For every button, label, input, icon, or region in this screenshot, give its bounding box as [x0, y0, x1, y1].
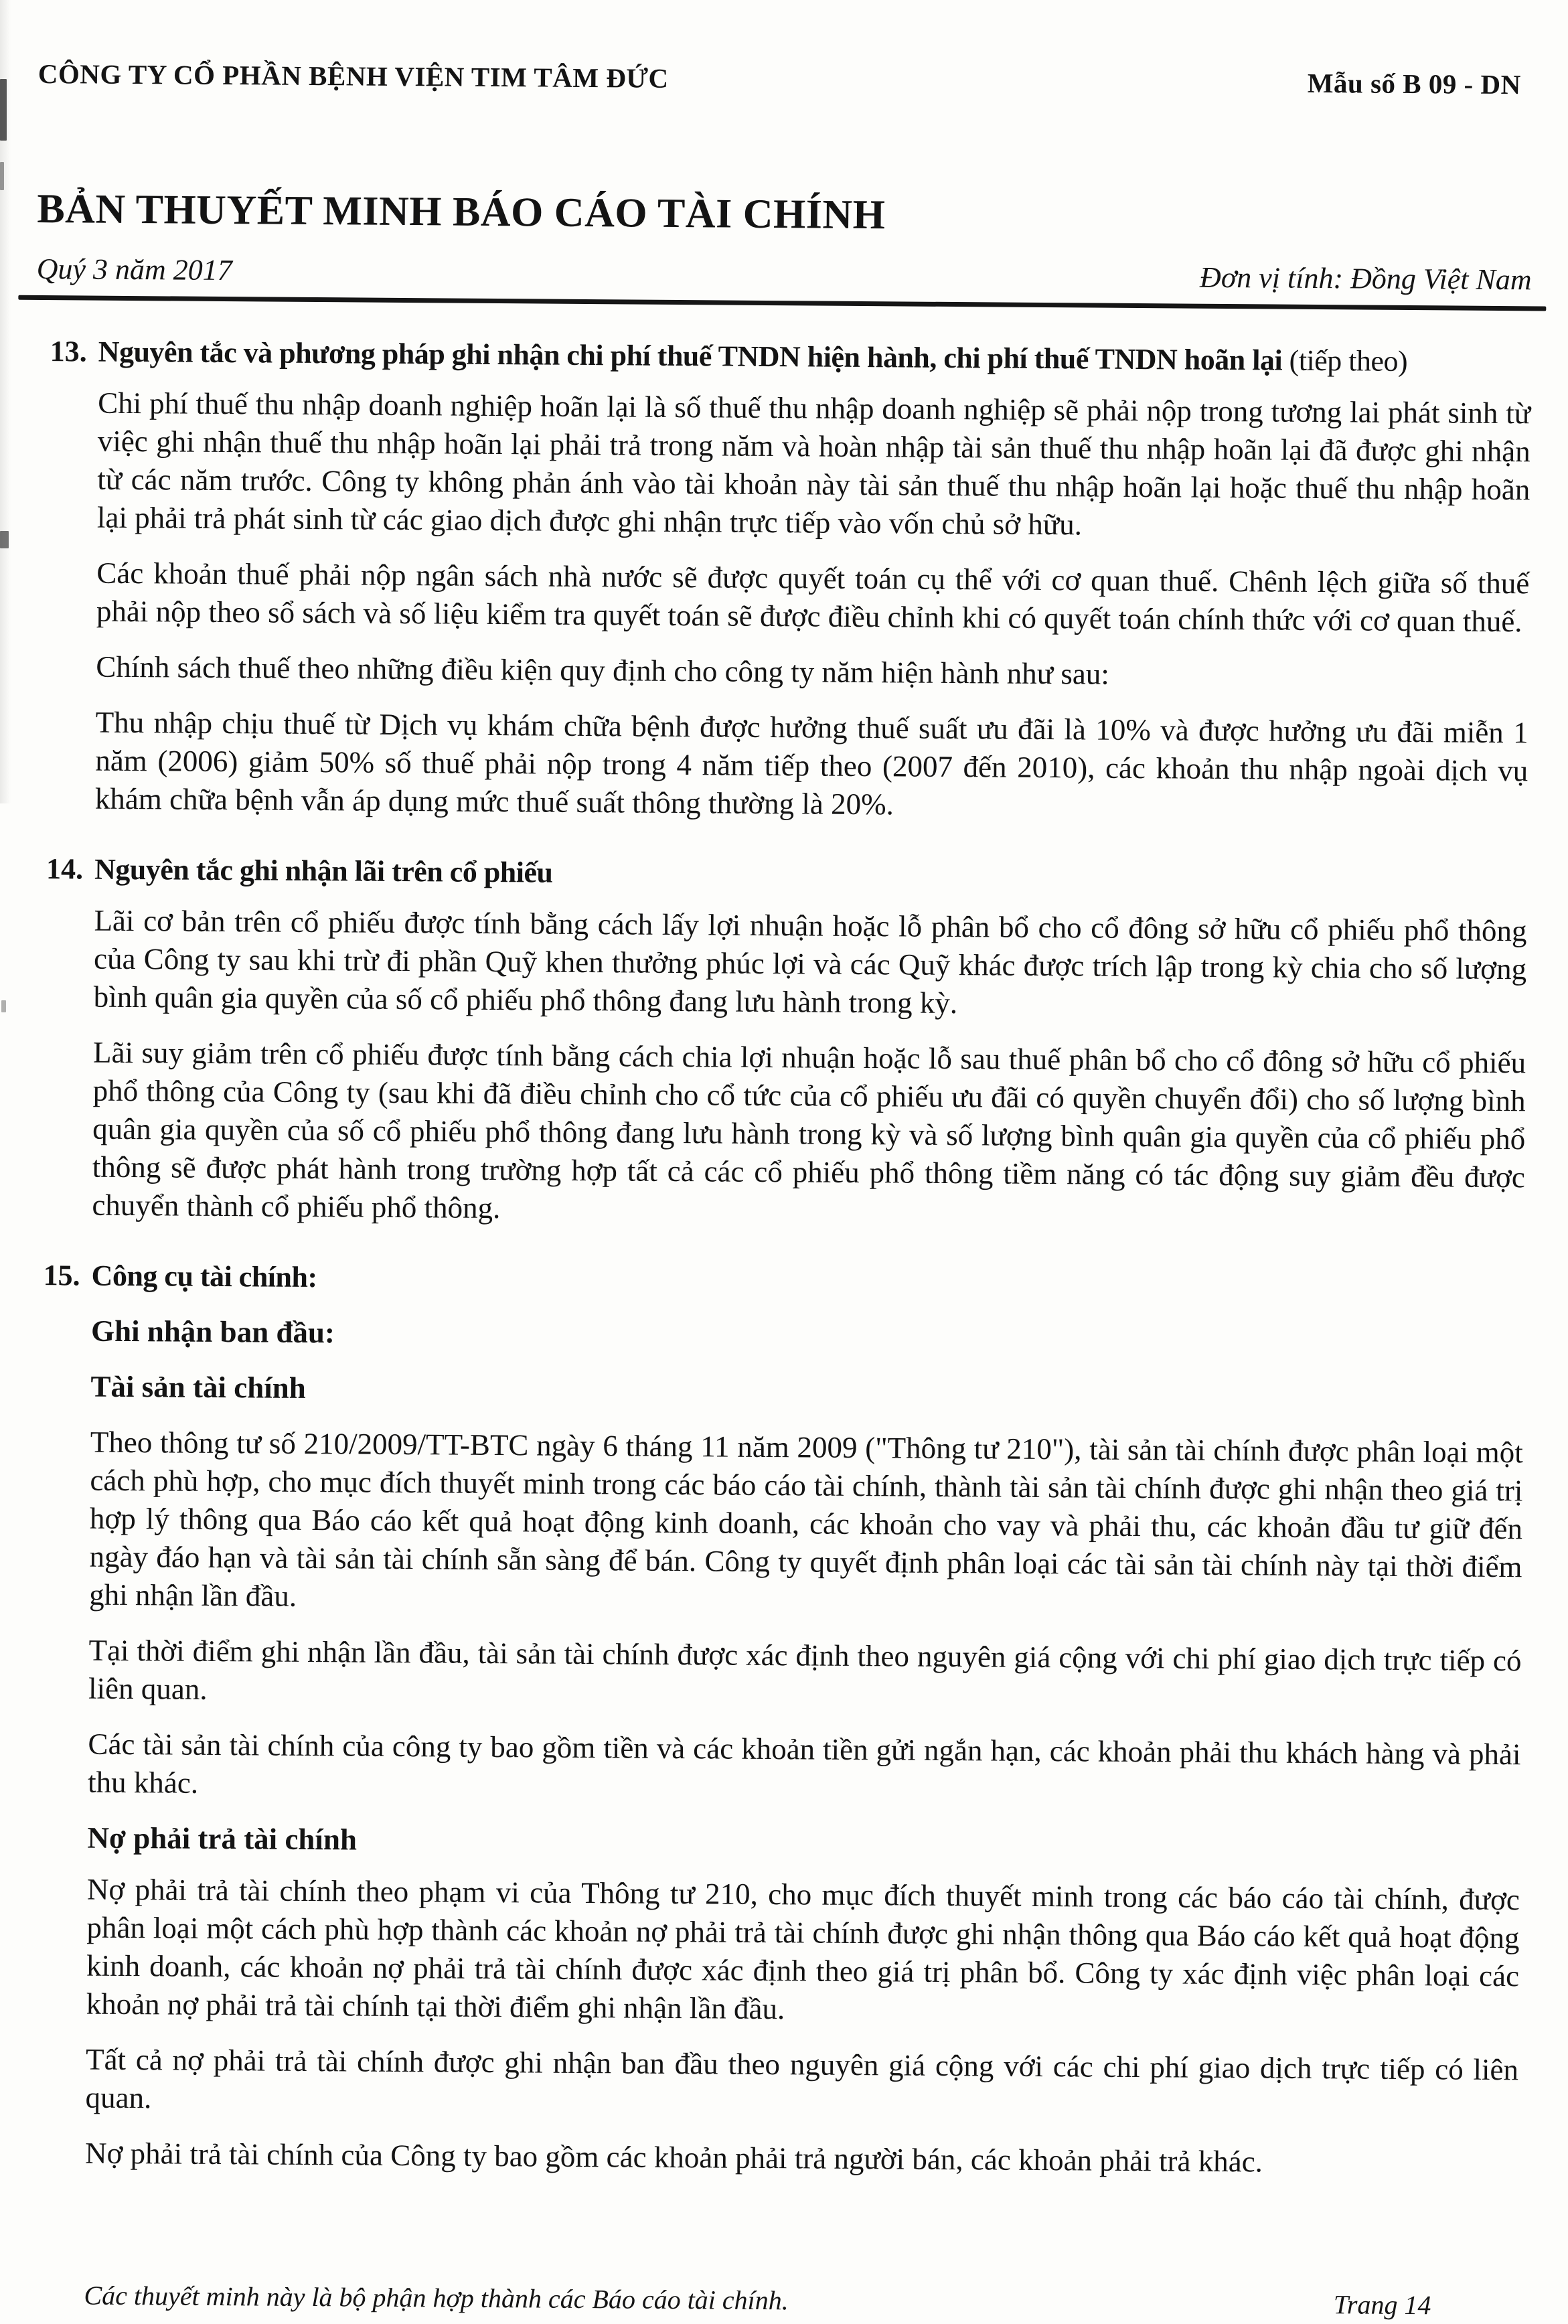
section-14	[46, 850, 1527, 1235]
paragraph: Chi phí thuế thu nhập doanh nghiệp hoãn lại là số thuế thu nhập doanh nghiệp sẽ phải nộp trong tương lai phát sinh từ việc ghi nhận thuế thu nhập hoãn lại phải trả trong năm và hoàn nhập tài sản thuế thu nhập hoãn lại đã được ghi nhận từ các năm trước. Công ty không phản ánh vào tài khoản này tài sản thuế thu nhập hoãn lại hoặc thuế thu nhập hoãn lại phải trả phát sinh từ các giao dịch được ghi nhận trực tiếp vào vốn chủ sở hữu.	[96, 386, 1531, 542]
currency-unit-label: Đơn vị tính: Đồng Việt Nam	[1199, 261, 1532, 297]
form-number: Mẫu số B 09 - DN	[1307, 67, 1521, 100]
document-header	[38, 58, 1533, 102]
section-number: 14.	[46, 852, 84, 886]
paragraph: Chính sách thuế theo những điều kiện quy định cho công ty năm hiện hành như sau:	[96, 649, 1110, 692]
paragraph: Lãi suy giảm trên cổ phiếu được tính bằng cách chia lợi nhuận hoặc lỗ sau thuế phân bổ cho cổ đông sở hữu cổ phiếu phổ thông của Công ty (sau khi đã điều chỉnh cho cổ tức của cổ phiếu ưu đãi có quyền chuyển đổi) cho số lượng bình quân gia quyền của số cổ phiếu phổ thông đang lưu hành trong kỳ và số lượng bình quân gia quyền của cổ phiếu phổ thông sẽ được phát hành trong trường hợp tất cả các cổ phiếu phổ thông tiềm năng có tác động suy giảm đều được chuyển thành cổ phiếu phổ thông.	[92, 1035, 1526, 1225]
footer-note: Các thuyết minh này là bộ phận hợp thành các Báo cáo tài chính.	[84, 2280, 789, 2316]
document-footer	[84, 2280, 1511, 2323]
subsection-heading: Tài sản tài chính	[90, 1369, 306, 1405]
subsection-heading: Nợ phải trả tài chính	[87, 1821, 358, 1857]
company-name: CÔNG TY CỔ PHẦN BỆNH VIỆN TIM TÂM ĐỨC	[37, 58, 669, 94]
subsection-heading: Ghi nhận ban đầu:	[90, 1314, 335, 1350]
paragraph: Nợ phải trả tài chính theo phạm vi của Thông tư 210, cho mục đích thuyết minh trong các báo cáo tài chính, được phân loại một cách phù hợp thành các khoản nợ phải trả tài chính được ghi nhận thông qua Báo cáo kết quả hoạt động kinh doanh, các khoản nợ phải trả tài chính được xác định theo giá trị phân bổ. Công ty xác định việc phân loại các khoản nợ phải trả tài chính tại thời điểm ghi nhận lần đầu.	[86, 1872, 1520, 2026]
section-15-heading: Công cụ tài chính:	[91, 1259, 317, 1294]
section-13-title-suffix: (tiếp theo)	[1289, 343, 1408, 378]
paragraph: Thu nhập chịu thuế từ Dịch vụ khám chữa bệnh được hưởng thuế suất ưu đãi là 10% và được hưởng ưu đãi miễn 1 năm (2006) giảm 50% số thuế phải nộp trong 4 năm tiếp theo (2007 đến 2010), các khoản thu nhập ngoài dịch vụ khám chữa bệnh vẫn áp dụng mức thuế suất thông thường là 20%.	[94, 705, 1528, 822]
section-number: 13.	[50, 335, 87, 368]
section-13	[50, 333, 1531, 829]
section-13-heading	[98, 333, 1531, 382]
paragraph: Lãi cơ bản trên cổ phiếu được tính bằng cách lấy lợi nhuận hoặc lỗ phân bổ cho cổ đông sở hữu cổ phiếu phổ thông của Công ty sau khi trừ đi phần Quỹ khen thưởng phúc lợi và các Quỹ khác được trích lập trong kỳ chia cho số lượng bình quân gia quyền của số cổ phiếu phổ thông đang lưu hành trong kỳ.	[93, 903, 1527, 1020]
paragraph: Tất cả nợ phải trả tài chính được ghi nhận ban đầu theo nguyên giá cộng với các chi phí giao dịch trực tiếp có liên quan.	[85, 2042, 1519, 2115]
section-number: 15.	[43, 1259, 80, 1292]
paragraph: Tại thời điểm ghi nhận lần đầu, tài sản tài chính được xác định theo nguyên giá cộng với chi phí giao dịch trực tiếp có liên quan.	[88, 1633, 1522, 1707]
paragraph: Các khoản thuế phải nộp ngân sách nhà nước sẽ được quyết toán cụ thể với cơ quan thuế. Chênh lệch giữa số thuế phải nộp theo sổ sách và số liệu kiểm tra quyết toán sẽ được điều chỉnh khi có quyết toán chính thức với cơ quan thuế.	[96, 556, 1530, 639]
header-divider	[18, 295, 1546, 311]
period-label: Quý 3 năm 2017	[36, 252, 232, 287]
section-14-heading: Nguyên tắc ghi nhận lãi trên cổ phiếu	[94, 852, 553, 889]
section-13-title: Nguyên tắc và phương pháp ghi nhận chi phí thuế TNDN hiện hành, chi phí thuế TNDN hoãn lại	[98, 335, 1283, 377]
paragraph: Theo thông tư số 210/2009/TT-BTC ngày 6 tháng 11 năm 2009 ("Thông tư 210"), tài sản tài chính được phân loại một cách phù hợp, cho mục đích thuyết minh trong các báo cáo tài chính, thành tài sản tài chính được ghi nhận theo giá trị hợp lý thông qua Báo cáo kết quả hoạt động kinh doanh, các khoản cho vay và phải thu, các khoản đầu tư giữ đến ngày đáo hạn và tài sản tài chính sẵn sàng để bán. Công ty quyết định phân loại các tài sản tài chính này tại thời điểm ghi nhận lần đầu.	[88, 1425, 1523, 1614]
paragraph: Nợ phải trả tài chính của Công ty bao gồm các khoản phải trả người bán, các khoản phải trả khác.	[84, 2136, 1263, 2179]
page-number: Trang 14	[1333, 2289, 1431, 2321]
section-15	[43, 1257, 1524, 2183]
document-meta-row	[36, 252, 1531, 298]
document-content	[0, 58, 1568, 2324]
document-title: BẢN THUYẾT MINH BÁO CÁO TÀI CHÍNH	[37, 186, 886, 238]
paragraph: Các tài sản tài chính của công ty bao gồm tiền và các khoản tiền gửi ngắn hạn, các khoản phải thu khách hàng và phải thu khác.	[87, 1727, 1521, 1800]
